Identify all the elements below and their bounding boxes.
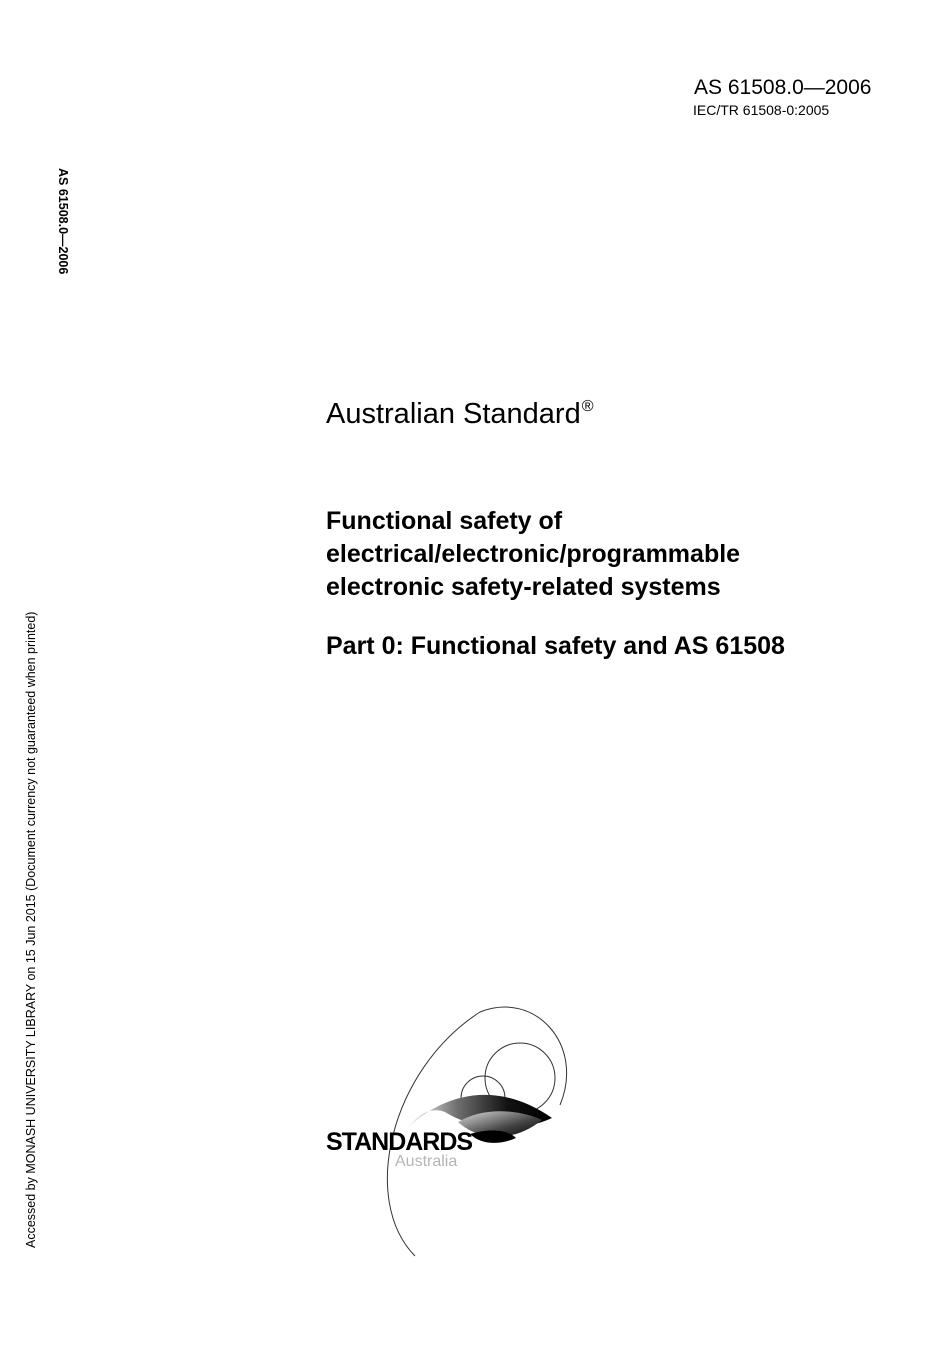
registered-mark: ® bbox=[581, 398, 594, 415]
access-notice: Accessed by MONASH UNIVERSITY LIBRARY on 15 Jun 2015 (Document currency not guaranteed when printed) bbox=[24, 611, 38, 1248]
swirl-logo-icon bbox=[320, 1000, 590, 1270]
logo-word-standards: STANDARDS bbox=[326, 1128, 473, 1156]
document-type-text: Australian Standard bbox=[326, 398, 581, 430]
document-title bbox=[326, 505, 740, 604]
document-type-heading bbox=[326, 398, 594, 431]
standards-australia-logo bbox=[320, 1000, 590, 1270]
logo-word-australia: Australia bbox=[395, 1153, 458, 1170]
title-line: Functional safety of bbox=[326, 507, 563, 535]
part-title: Part 0: Functional safety and AS 61508 bbox=[326, 632, 785, 660]
title-line: electronic safety-related systems bbox=[326, 573, 721, 601]
title-line: electrical/electronic/programmable bbox=[326, 540, 741, 568]
spine-standard-number: AS 61508.0—2006 bbox=[56, 168, 70, 275]
iec-reference-number: IEC/TR 61508-0:2005 bbox=[693, 102, 830, 118]
standard-number: AS 61508.0—2006 bbox=[694, 76, 872, 99]
